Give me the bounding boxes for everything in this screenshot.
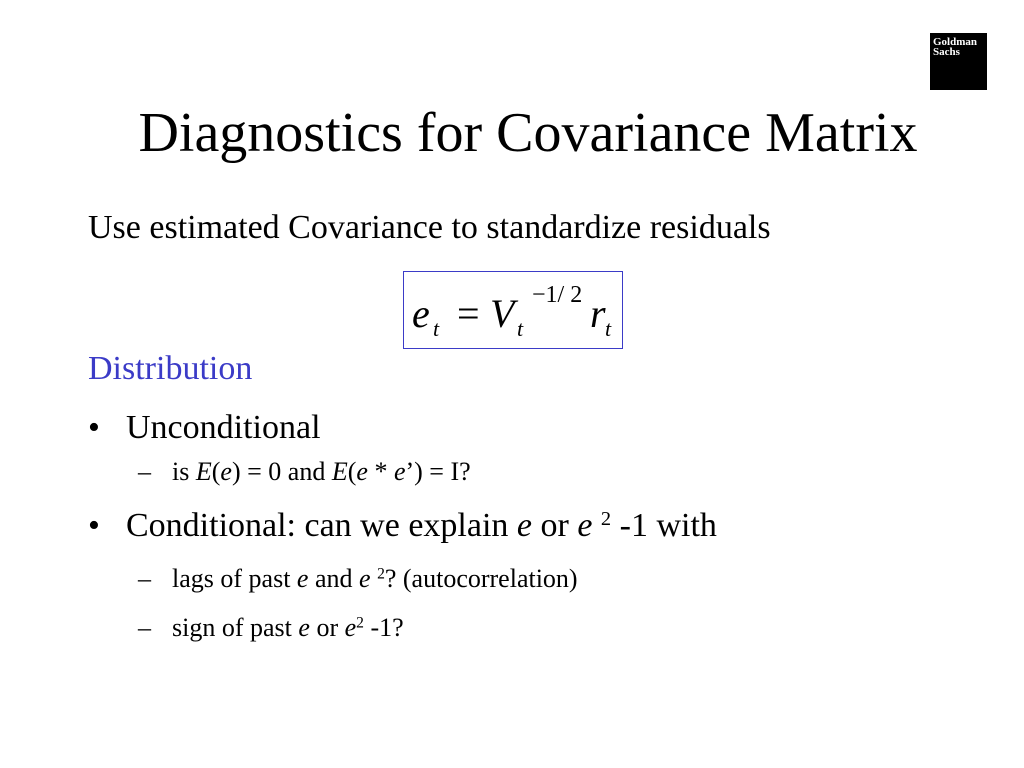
dash-mark: – <box>138 457 151 486</box>
logo-line-1: Goldman <box>933 36 978 48</box>
superscript: 2 <box>600 507 612 530</box>
formula-lhs-subscript: t <box>433 316 440 341</box>
formula-lhs: e <box>412 291 430 336</box>
italic-run: e <box>356 457 368 486</box>
text-run: lags of past <box>172 564 297 593</box>
formula-v-superscript: −1/ 2 <box>532 282 583 308</box>
formula-r: r <box>590 291 606 336</box>
italic-run: e <box>393 457 406 486</box>
intro-text: Use estimated Covariance to standardize residuals <box>88 209 771 246</box>
sub-bullet-expectations <box>138 456 471 488</box>
formula-equals: = <box>457 291 480 336</box>
text-run: ’) = I? <box>405 457 471 486</box>
italic-run: E <box>331 457 348 486</box>
bullet-unconditional <box>88 407 321 449</box>
text-run: Conditional: can we explain <box>126 507 517 544</box>
bullet-mark: • <box>88 409 100 446</box>
italic-run: e <box>298 613 310 642</box>
superscript: 2 <box>356 614 364 632</box>
italic-run: e <box>296 564 309 593</box>
logo-line-2: Sachs <box>933 46 960 58</box>
formula-box <box>403 271 623 349</box>
italic-run: e <box>516 507 532 544</box>
formula-r-subscript: t <box>605 316 612 341</box>
sub-bullet-lags <box>138 563 578 595</box>
italic-run: e <box>220 457 232 486</box>
text-run: or <box>532 507 578 544</box>
bullet-conditional <box>88 505 717 547</box>
dash-mark: – <box>138 613 151 642</box>
text-run: ( <box>347 457 357 486</box>
bullet-mark: • <box>88 507 100 544</box>
text-run: is <box>172 457 196 486</box>
dash-mark: – <box>138 564 151 593</box>
slide-title: Diagnostics for Covariance Matrix <box>138 102 918 164</box>
italic-run: E <box>195 457 212 486</box>
sub-bullet-sign <box>138 612 404 644</box>
text-run: -1? <box>363 613 404 642</box>
bullet-text: Unconditional <box>126 409 321 446</box>
formula-v: V <box>490 291 515 336</box>
text-run: ? (autocorrelation) <box>384 564 578 593</box>
text-run: sign of past <box>172 613 299 642</box>
formula-equation <box>404 272 624 350</box>
formula-v-subscript: t <box>517 316 524 341</box>
italic-run: e <box>577 507 593 544</box>
text-run: ) = 0 and <box>231 457 332 486</box>
text-run: -1 with <box>611 507 717 544</box>
text-run: ( <box>211 457 221 486</box>
section-heading-distribution: Distribution <box>88 350 253 387</box>
text-run: * <box>367 457 394 486</box>
text-run: or <box>309 613 345 642</box>
text-run: and <box>308 564 360 593</box>
italic-run: e <box>359 564 371 593</box>
superscript: 2 <box>377 565 385 583</box>
italic-run: e <box>344 613 357 642</box>
goldman-sachs-logo <box>930 33 987 90</box>
